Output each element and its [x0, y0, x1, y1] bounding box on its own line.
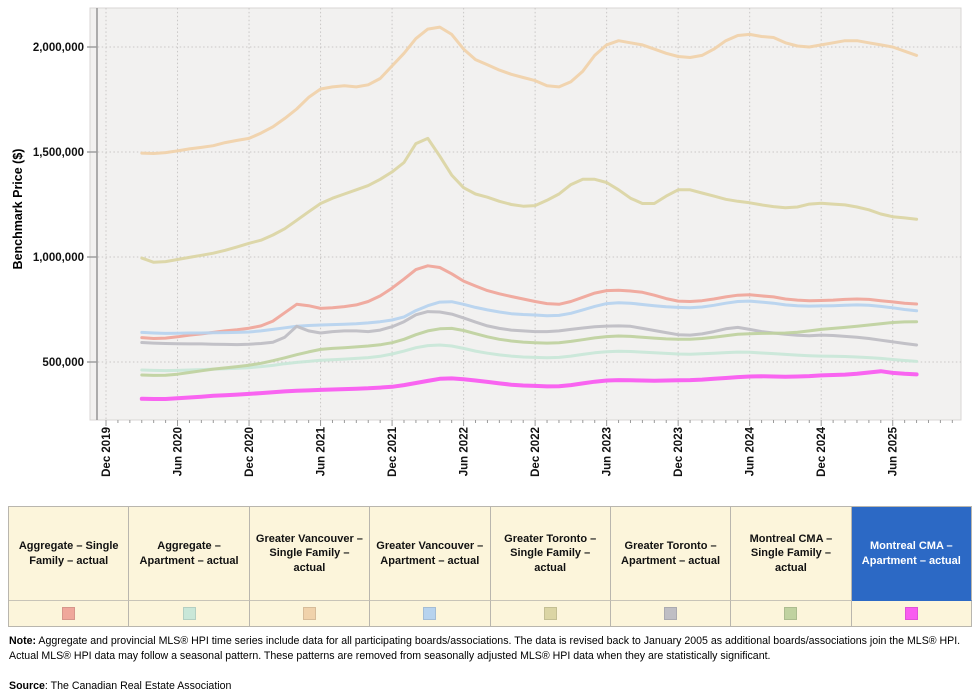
note-body: Aggregate and provincial MLS® HPI time series include data for all participating boards/associations. The data is revised back to January 2005 as additional boards/associations join the MLS® HPI. Actual MLS® HPI data may follow a seasonal pattern. These patterns are removed from seasonally adjusted MLS® HPI data when they are statistically significant. — [9, 635, 961, 663]
x-tick-label: Jun 2025 — [887, 427, 900, 477]
x-tick-label: Dec 2019 — [101, 427, 113, 477]
legend-swatch-cell-2[interactable] — [250, 601, 370, 627]
legend-swatch-cell-0[interactable] — [9, 601, 129, 627]
source-body: : The Canadian Real Estate Association — [44, 680, 232, 692]
legend-swatch-cell-1[interactable] — [129, 601, 249, 627]
legend-swatch-cell-4[interactable] — [491, 601, 611, 627]
legend-header-0[interactable]: Aggregate – Single Family – actual — [9, 507, 129, 601]
legend-swatch-4 — [544, 607, 557, 620]
x-tick-label: Jun 2020 — [172, 427, 185, 477]
x-tick-label: Dec 2021 — [387, 427, 400, 477]
legend-swatch-cell-6[interactable] — [731, 601, 851, 627]
legend-swatch-1 — [183, 607, 196, 620]
legend-swatch-2 — [303, 607, 316, 620]
legend-header-7[interactable]: Montreal CMA – Apartment – actual — [852, 507, 972, 601]
note-label: Note: — [9, 635, 37, 647]
source-label: Source — [9, 680, 45, 692]
y-axis-title: Benchmark Price ($) — [11, 148, 25, 270]
legend-swatch-7 — [905, 607, 918, 620]
x-tick-label: Jun 2023 — [601, 427, 614, 477]
y-tick-label: 1,000,000 — [32, 252, 84, 264]
y-tick-label: 1,500,000 — [32, 147, 84, 159]
legend-swatch-cell-5[interactable] — [611, 601, 731, 627]
legend-header-3[interactable]: Greater Vancouver – Apartment – actual — [370, 507, 490, 601]
y-tick-label: 2,000,000 — [32, 42, 84, 54]
legend-header-2[interactable]: Greater Vancouver – Single Family – actual — [250, 507, 370, 601]
source-text — [9, 680, 973, 692]
x-tick-label: Jun 2024 — [744, 427, 757, 477]
x-tick-label: Dec 2020 — [244, 427, 257, 477]
note-text — [9, 634, 973, 665]
legend-header-1[interactable]: Aggregate – Apartment – actual — [129, 507, 249, 601]
x-tick-label: Dec 2022 — [530, 427, 543, 477]
legend-swatch-3 — [423, 607, 436, 620]
x-tick-label: Dec 2024 — [816, 427, 829, 477]
legend-swatch-5 — [664, 607, 677, 620]
x-tick-label: Jun 2021 — [315, 427, 328, 477]
legend-swatch-0 — [62, 607, 75, 620]
legend-swatch-cell-3[interactable] — [370, 601, 490, 627]
legend-header-4[interactable]: Greater Toronto – Single Family – actual — [491, 507, 611, 601]
legend-table — [8, 506, 972, 627]
legend-header-5[interactable]: Greater Toronto – Apartment – actual — [611, 507, 731, 601]
legend-header-6[interactable]: Montreal CMA – Single Family – actual — [731, 507, 851, 601]
y-tick-label: 500,000 — [42, 357, 84, 369]
x-tick-label: Dec 2023 — [673, 427, 686, 477]
x-tick-label: Jun 2022 — [458, 427, 471, 477]
legend-swatch-6 — [784, 607, 797, 620]
legend-swatch-cell-7[interactable] — [852, 601, 972, 627]
